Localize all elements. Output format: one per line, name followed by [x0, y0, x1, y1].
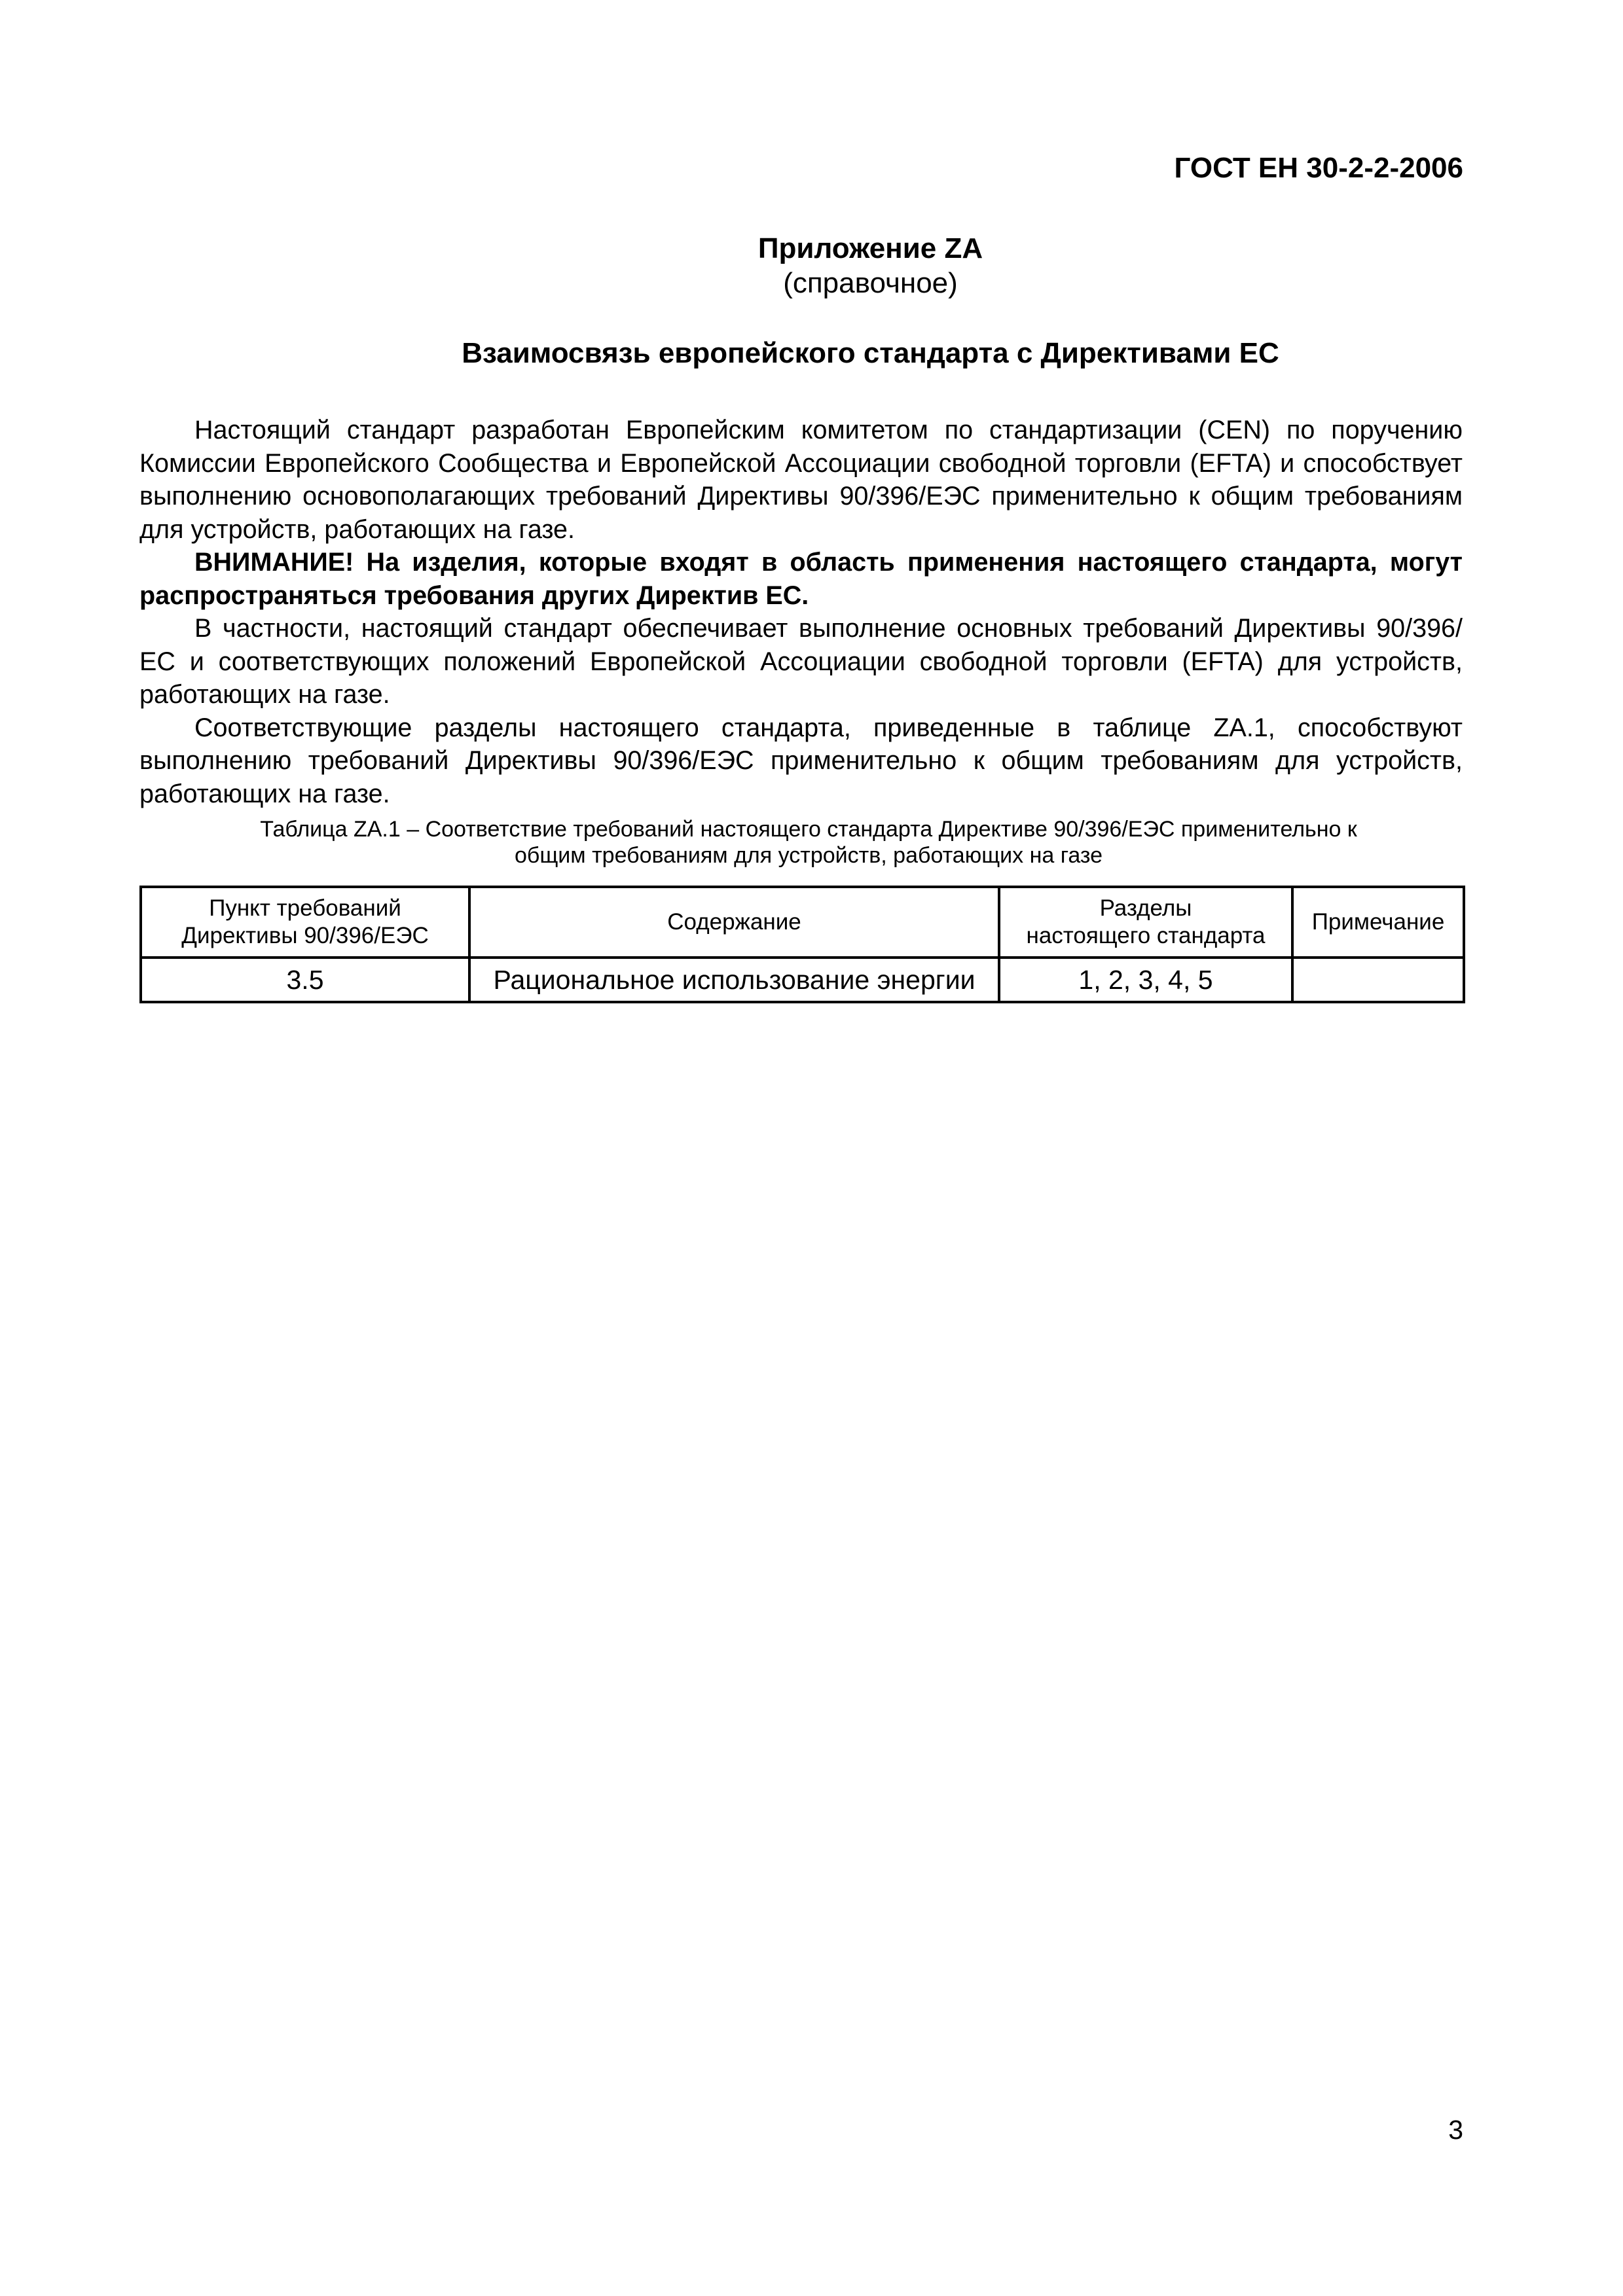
cell-sections: 1, 2, 3, 4, 5	[999, 958, 1292, 1002]
header-clause-line-2: Директивы 90/396/ЕЭС	[181, 923, 429, 948]
header-sections-line-1: Разделы	[1099, 895, 1192, 921]
header-clause	[141, 887, 469, 958]
header-sections-line-2: настоящего стандарта	[1026, 923, 1266, 948]
header-sections	[999, 887, 1292, 958]
cell-clause: 3.5	[141, 958, 469, 1002]
annex-subtitle: (справочное)	[783, 267, 958, 299]
paragraph-sections: Соответствующие разделы настоящего стандарта, приведенные в таблице ZA.1, способствуют выполнению требований Директивы 90/396/ЕЭС применительно к общим требованиям для устройств, работающих на газе.	[139, 713, 1463, 808]
table-row	[141, 958, 1464, 1002]
body-text	[139, 414, 1463, 810]
header-clause-line-1: Пункт требований	[209, 895, 401, 921]
table-caption	[157, 816, 1460, 869]
paragraph-warning: ВНИМАНИЕ! На изделия, которые входят в область применения настоящего стандарта, могут распространяться требования других Директив ЕС.	[139, 548, 1463, 610]
requirements-table	[139, 886, 1465, 1003]
header-content: Содержание	[469, 887, 999, 958]
header-note: Примечание	[1292, 887, 1464, 958]
document-code: ГОСТ ЕН 30-2-2-2006	[1174, 152, 1463, 184]
annex-title: Приложение ZA	[757, 232, 983, 264]
table-caption-line-1: Таблица ZA.1 – Соответствие требований настоящего стандарта Директиве 90/396/ЕЭС применительно к	[260, 817, 1357, 842]
paragraph-details: В частности, настоящий стандарт обеспечивает выполнение основных требований Директивы 90/396/ЕС и соответствующих положений Европейской Ассоциации свободной торговли (EFTA) для устройств, работающих на газе.	[139, 614, 1463, 709]
cell-content: Рациональное использование энергии	[469, 958, 999, 1002]
paragraph-intro: Настоящий стандарт разработан Европейским комитетом по стандартизации (CEN) по поручению Комиссии Европейского Сообщества и Европейской Ассоциации свободной торговли (EFTA) и способствует выполнению основополагающих требований Директивы 90/396/ЕЭС применительно к общим требованиям для устройств, работающих на газе.	[139, 416, 1463, 544]
cell-note	[1292, 958, 1464, 1002]
table-header-row	[141, 887, 1464, 958]
table-caption-line-2: общим требованиям для устройств, работающих на газе	[514, 843, 1103, 868]
section-heading: Взаимосвязь европейского стандарта с Директивами ЕС	[462, 337, 1279, 369]
page-number: 3	[1448, 2115, 1463, 2145]
